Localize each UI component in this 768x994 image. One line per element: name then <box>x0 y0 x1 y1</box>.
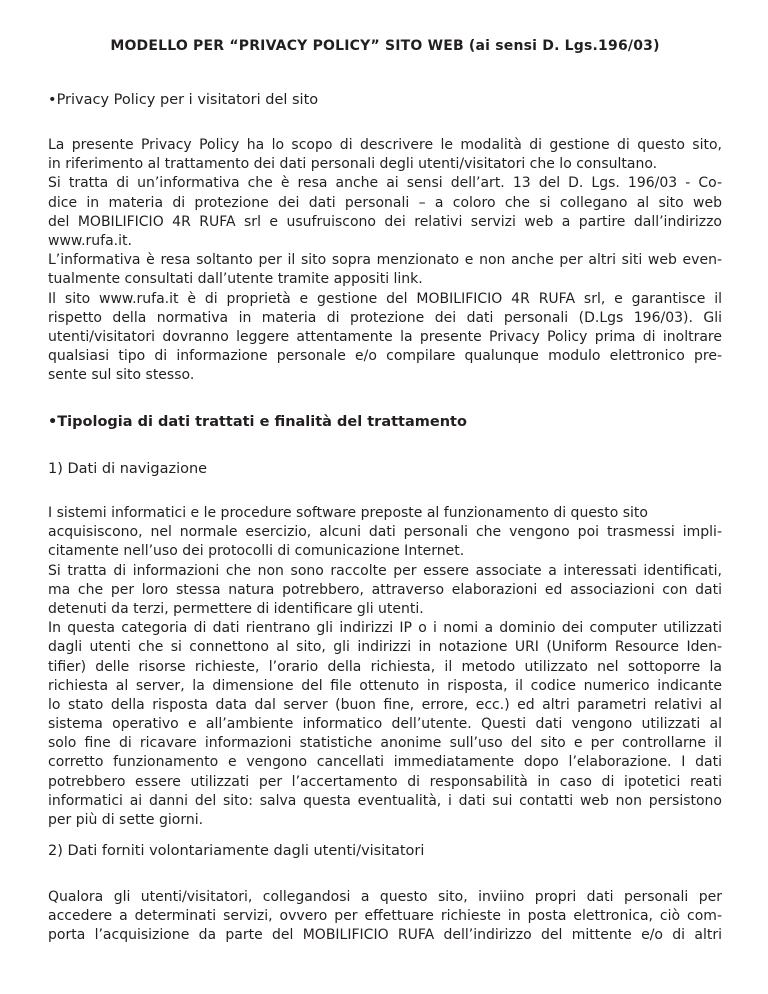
text-line: in riferimento al trattamento dei dati personali degli utenti/visitatori che lo consultano. <box>48 156 658 173</box>
text-line: Il sito www.rufa.it è di proprietà e gestione del MOBILIFICIO 4R RUFA srl, e garantisce il <box>48 290 722 307</box>
paragraph-privacy-intro <box>48 136 722 385</box>
paragraph-navigation-data <box>48 504 722 830</box>
paragraph-voluntary-data <box>48 888 722 946</box>
text-line: rispetto della normativa in materia di protezione dei dati personali (D.Lgs 196/03). Gli <box>48 309 722 326</box>
text-line: qualsiasi tipo di informazione personale e/o compilare qualunque modulo elettronico pre- <box>48 348 722 365</box>
text-line: www.rufa.it. <box>48 232 132 249</box>
subsection-heading-voluntary-data: 2) Dati forniti volontariamente dagli utenti/visitatori <box>48 843 425 859</box>
text-line: L’informativa è resa soltanto per il sito sopra menzionato e non anche per altri siti web even- <box>48 252 722 269</box>
text-line: I sistemi informatici e le procedure software preposte al funzionamento di questo sito <box>48 505 648 521</box>
text-line: tifier) delle risorse richieste, l’orario della richiesta, il metodo utilizzato nel sottoporre la <box>48 658 722 675</box>
text-line: Si tratta di un’informativa che è resa anche ai sensi dell’art. 13 del D. Lgs. 196/03 - Co- <box>48 175 722 192</box>
text-line: solo fine di ricavare informazioni statistiche anonime sull’uso del sito e per controllarne il <box>48 735 722 752</box>
text-line: informatici ai danni del sito: salva questa eventualità, i dati sui contatti web non persistono <box>48 792 722 809</box>
text-line: potrebbero essere utilizzati per l’accertamento di responsabilità in caso di ipotetici reati <box>48 773 722 790</box>
text-line: sistema operativo e all’ambiente informatico dell’utente. Questi dati vengono utilizzati al <box>48 716 722 733</box>
text-line: acquisiscono, nel normale esercizio, alcuni dati personali che vengono poi trasmessi impli- <box>48 524 722 541</box>
text-line: per più di sette giorni. <box>48 812 204 828</box>
section-heading-data-types: • Tipologia di dati trattati e finalità del trattamento <box>48 412 467 432</box>
text-line: In questa categoria di dati rientrano gli indirizzi IP o i nomi a dominio dei computer utilizzati <box>48 620 722 637</box>
text-line: Si tratta di informazioni che non sono raccolte per essere associate a interessati identificati, <box>48 562 722 579</box>
document-title: MODELLO PER “PRIVACY POLICY” SITO WEB (ai sensi D. Lgs.196/03) <box>110 38 660 54</box>
document-page <box>48 36 722 944</box>
text-line: Qualora gli utenti/visitatori, collegandosi a questo sito, inviino propri dati personali per <box>48 889 722 905</box>
text-line: sente sul sito stesso. <box>48 367 195 384</box>
section-heading-privacy-policy: • Privacy Policy per i visitatori del sito <box>48 90 318 110</box>
text-line: tualmente consultati dall’utente tramite appositi link. <box>48 271 423 288</box>
text-line: utenti/visitatori dovranno leggere attentamente la presente Privacy Policy prima di inoltrare <box>48 328 722 345</box>
text-line: accedere a determinati servizi, ovvero per effettuare richieste in posta elettronica, ciò com- <box>48 908 722 925</box>
text-line: ma che per loro stessa natura potrebbero, attraverso elaborazioni ed associazioni con dati <box>48 581 722 598</box>
text-line: richiesta al server, la dimensione del file ottenuto in risposta, il codice numerico indicante <box>48 677 722 694</box>
text-line: porta l’acquisizione da parte del MOBILIFICIO RUFA dell’indirizzo del mittente e/o di altri <box>48 927 722 944</box>
text-line: lo stato della risposta data dal server (buon fine, errore, ecc.) ed altri parametri relativi al <box>48 696 722 713</box>
subsection-heading-navigation-data: 1) Dati di navigazione <box>48 461 208 477</box>
text-line: detenuti da terzi, permettere di identificare gli utenti. <box>48 600 424 617</box>
text-line: dice in materia di protezione dei dati personali – a coloro che si collegano al sito web <box>48 194 722 211</box>
text-line: corretto funzionamento e vengono cancellati immediatamente dopo l’elaborazione. I dati <box>48 754 722 771</box>
text-line: del MOBILIFICIO 4R RUFA srl e usufruiscono dei relativi servizi web a partire dall’indirizzo <box>48 213 722 230</box>
text-line: dagli utenti che si connettono al sito, gli indirizzi in notazione URI (Uniform Resource Iden- <box>48 639 722 656</box>
text-line: citamente nell’uso dei protocolli di comunicazione Internet. <box>48 543 465 560</box>
text-line: La presente Privacy Policy ha lo scopo di descrivere le modalità di gestione di questo sito, <box>48 137 722 153</box>
